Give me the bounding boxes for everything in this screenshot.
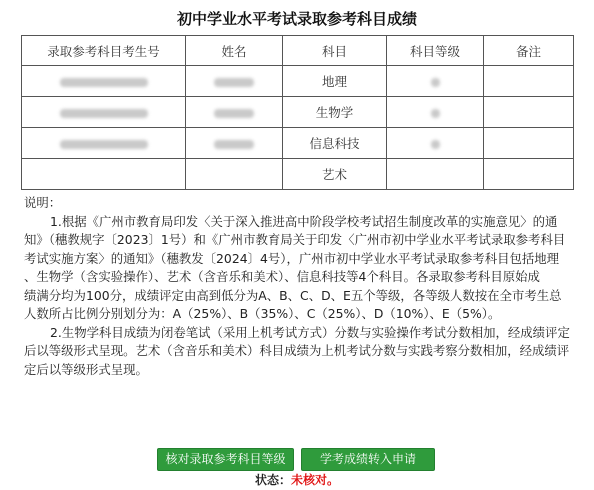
subject-cell: 艺术: [283, 159, 387, 190]
header-remark: 备注: [484, 36, 574, 66]
redacted-name: [214, 78, 254, 87]
table-row: [22, 97, 574, 128]
name-cell: [186, 128, 283, 159]
redacted-grade: [431, 78, 440, 87]
transfer-application-button[interactable]: 学考成绩转入申请: [301, 448, 435, 471]
redacted-grade: [431, 140, 440, 149]
notes-line: 、生物学（含实验操作）、艺术（含音乐和美术）、信息科技等4个科目。各录取参考科目原始成: [24, 269, 540, 284]
notes-line: 1.根据《广州市教育局印发〈关于深入推进高中阶段学校考试招生制度改革的实施意见〉的通: [50, 213, 558, 229]
notes-line: 知》（穗教规字〔2023〕1号）和《广州市教育局关于印发〈广州市初中学业水平考试录取参考科目: [24, 232, 566, 247]
table-row: [22, 128, 574, 159]
subject-cell: 生物学: [283, 97, 387, 128]
table-row: [22, 66, 574, 97]
redacted-grade: [431, 109, 440, 118]
name-cell: [186, 159, 283, 190]
notes-paragraph-2: [24, 324, 574, 343]
redacted-candidate-id: [60, 78, 148, 87]
notes-line: 绩满分均为100分，成绩评定由高到低分为A、B、C、D、E五个等级，各等级人数按在全市考生总: [24, 287, 562, 303]
status-line: [0, 471, 594, 488]
status-value: 未核对。: [291, 473, 340, 487]
notes-paragraph-1: [24, 213, 574, 232]
name-cell: [186, 97, 283, 128]
notes-line: 考试实施方案〉的通知》（穗教发〔2024〕4号），广州市初中学业水平考试录取参考科目包括地理: [24, 250, 560, 266]
check-grade-button[interactable]: 核对录取参考科目等级: [157, 448, 294, 471]
name-cell: [186, 66, 283, 97]
table-row: [22, 159, 574, 190]
redacted-name: [214, 109, 254, 118]
header-name: 姓名: [186, 36, 283, 66]
notes-line: 人数所占比例分别划分为：A（25%）、B（35%）、C（25%）、D（10%）、E（5%）。: [24, 306, 501, 321]
notes-line: 定后以等级形式呈现。: [24, 361, 148, 377]
table-header-row: [22, 36, 574, 66]
grade-cell: [387, 159, 484, 190]
remark-cell: [484, 97, 574, 128]
score-table: [21, 35, 574, 190]
candidate-id-cell: [22, 97, 186, 128]
subject-cell: 地理: [283, 66, 387, 97]
redacted-candidate-id: [60, 109, 148, 118]
redacted-name: [214, 140, 254, 149]
header-grade: 科目等级: [387, 36, 484, 66]
grade-cell: [387, 97, 484, 128]
notes-section: [24, 194, 574, 379]
header-subject: 科目: [283, 36, 387, 66]
grade-cell: [387, 66, 484, 97]
notes-line: 2.生物学科目成绩为闭卷笔试（采用上机考试方式）分数与实验操作考试分数相加，经成绩评定: [50, 324, 570, 340]
redacted-candidate-id: [60, 140, 148, 149]
page-title: 初中学业水平考试录取参考科目成绩: [176, 10, 417, 28]
candidate-id-cell: [22, 66, 186, 97]
remark-cell: [484, 66, 574, 97]
grade-cell: [387, 128, 484, 159]
candidate-id-cell: [22, 128, 186, 159]
notes-line: 后以等级形式呈现。艺术（含音乐和美术）科目成绩为上机考试分数与实践考察分数相加，经成绩评: [24, 343, 570, 358]
notes-heading: 说明：: [24, 195, 62, 210]
status-label: 状态：: [254, 473, 291, 487]
remark-cell: [484, 128, 574, 159]
remark-cell: [484, 159, 574, 190]
subject-cell: 信息科技: [283, 128, 387, 159]
header-candidate-id: 录取参考科目考生号: [22, 36, 186, 66]
candidate-id-cell: [22, 159, 186, 190]
